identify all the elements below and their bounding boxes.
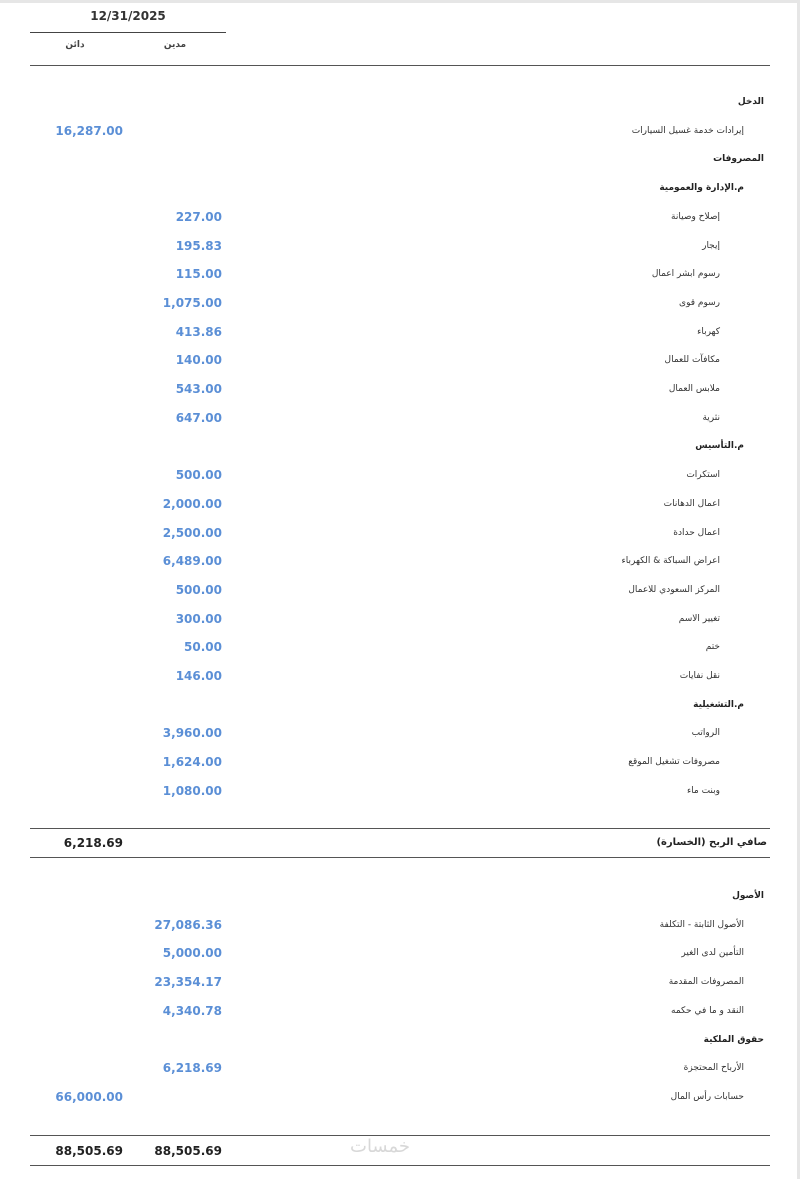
report-date: 12/31/2025: [90, 9, 166, 23]
account-label: استكرات: [686, 470, 720, 481]
section-header-row: [0, 148, 800, 170]
account-row: [0, 550, 800, 572]
section-header-row: [0, 91, 800, 113]
account-label: التأمين لدى الغير: [681, 948, 744, 959]
section-label: حقوق الملكية: [703, 1034, 764, 1045]
section-label: الأصول: [732, 891, 764, 901]
account-row: [0, 1000, 800, 1022]
account-row: [0, 914, 800, 936]
account-row: [0, 1057, 800, 1079]
debit-amount: 195.83: [175, 238, 222, 253]
debit-amount: 4,340.78: [162, 1003, 222, 1018]
account-row: [0, 780, 800, 802]
debit-amount: 146.00: [175, 669, 222, 683]
account-label: مكافآت للعمال: [664, 355, 720, 366]
section-header-row: [0, 885, 800, 907]
debit-amount: 50.00: [184, 640, 222, 655]
account-label: الأصول الثابتة - التكلفة: [659, 919, 744, 930]
debit-amount: 6,218.69: [162, 1061, 222, 1076]
section-label: الدخل: [737, 97, 764, 107]
account-row: [0, 464, 800, 486]
debit-amount: 413.86: [175, 324, 222, 339]
total-credit: 88,505.69: [55, 1144, 123, 1158]
section-header-row: [0, 177, 800, 199]
account-row: [0, 493, 800, 515]
account-label: اعمال الدهانات: [663, 498, 720, 509]
debit-amount: 140.00: [175, 353, 222, 368]
account-row: [0, 263, 800, 285]
account-row: [0, 1086, 800, 1108]
account-label: اعمال حدادة: [673, 527, 720, 538]
debit-amount: 3,960.00: [162, 726, 222, 741]
account-label: اعراض السباكة & الكهرباء: [621, 556, 720, 567]
account-row: [0, 608, 800, 630]
account-label: إيرادات خدمة غسيل السيارات: [631, 125, 744, 136]
account-row: [0, 942, 800, 964]
debit-amount: 1,624.00: [162, 755, 222, 770]
account-label: كهرباء: [697, 326, 720, 337]
debit-amount: 647.00: [175, 410, 222, 425]
debit-amount: 6,489.00: [162, 554, 222, 569]
debit-amount: 2,000.00: [162, 496, 222, 511]
section-header-row: [0, 1029, 800, 1051]
account-row: [0, 206, 800, 228]
account-label: إصلاح وصيانة: [671, 211, 720, 222]
account-row: [0, 665, 800, 687]
net-profit-label: صافي الربح (الخسارة): [656, 837, 767, 848]
account-row: [0, 235, 800, 257]
account-row: [0, 579, 800, 601]
account-row: [0, 971, 800, 993]
account-label: وبنت ماء: [686, 785, 720, 796]
account-label: نقل نفايات: [679, 671, 720, 681]
section-header-row: [0, 694, 800, 716]
account-row: [0, 378, 800, 400]
debit-column-header: مدين: [163, 40, 187, 50]
debit-amount: 543.00: [175, 382, 222, 396]
header-rule: [30, 65, 770, 66]
account-label: نثرية: [702, 412, 720, 423]
section-label: المصروفات: [713, 154, 764, 165]
account-row: [0, 751, 800, 773]
account-label: مصروفات تشغيل الموقع: [628, 757, 720, 768]
totals-bottom-rule: [30, 1165, 770, 1166]
net-profit-amount: 6,218.69: [63, 836, 123, 850]
account-label: رسوم قوى: [679, 297, 720, 308]
account-label: ملابس العمال: [668, 384, 720, 394]
account-label: النقد و ما في حكمه: [671, 1005, 744, 1016]
debit-amount: 115.00: [175, 267, 222, 282]
debit-amount: 1,075.00: [162, 295, 222, 310]
account-row: [0, 349, 800, 371]
watermark: خمسات: [350, 1136, 411, 1157]
section-header-row: [0, 435, 800, 457]
debit-amount: 23,354.17: [154, 975, 222, 990]
account-row: [0, 636, 800, 658]
debit-amount: 1,080.00: [162, 783, 222, 798]
account-row: [0, 522, 800, 544]
account-label: المصروفات المقدمة: [668, 977, 744, 988]
debit-amount: 300.00: [175, 611, 222, 626]
account-label: الرواتب: [691, 728, 720, 739]
account-label: رسوم ابشر اعمال: [651, 269, 720, 280]
net-profit-top-rule: [30, 828, 770, 829]
date-underline: [30, 32, 226, 33]
debit-amount: 500.00: [175, 582, 222, 597]
account-row: [0, 120, 800, 142]
debit-amount: 5,000.00: [162, 946, 222, 961]
account-label: الأرباح المحتجزة: [683, 1063, 744, 1074]
debit-amount: 500.00: [175, 468, 222, 483]
account-label: حسابات رأس المال: [670, 1091, 744, 1102]
credit-amount: 66,000.00: [55, 1089, 123, 1104]
account-label: المركز السعودي للاعمال: [628, 584, 720, 595]
account-row: [0, 292, 800, 314]
account-row: [0, 407, 800, 429]
debit-amount: 2,500.00: [162, 525, 222, 540]
credit-amount: 16,287.00: [55, 123, 123, 138]
account-label: تغيير الاسم: [678, 613, 720, 624]
account-row: [0, 722, 800, 744]
account-row: [0, 321, 800, 343]
account-label: ختم: [705, 642, 720, 653]
net-profit-bottom-rule: [30, 857, 770, 858]
credit-column-header: دائن: [65, 40, 85, 50]
account-label: إيجار: [702, 240, 720, 251]
section-label: م.التشغيلية: [693, 699, 744, 710]
section-label: م.الإدارة والعمومية: [659, 183, 744, 194]
section-label: م.التأسيس: [695, 441, 744, 452]
total-debit: 88,505.69: [154, 1144, 222, 1158]
debit-amount: 227.00: [175, 209, 222, 224]
debit-amount: 27,086.36: [154, 917, 222, 932]
